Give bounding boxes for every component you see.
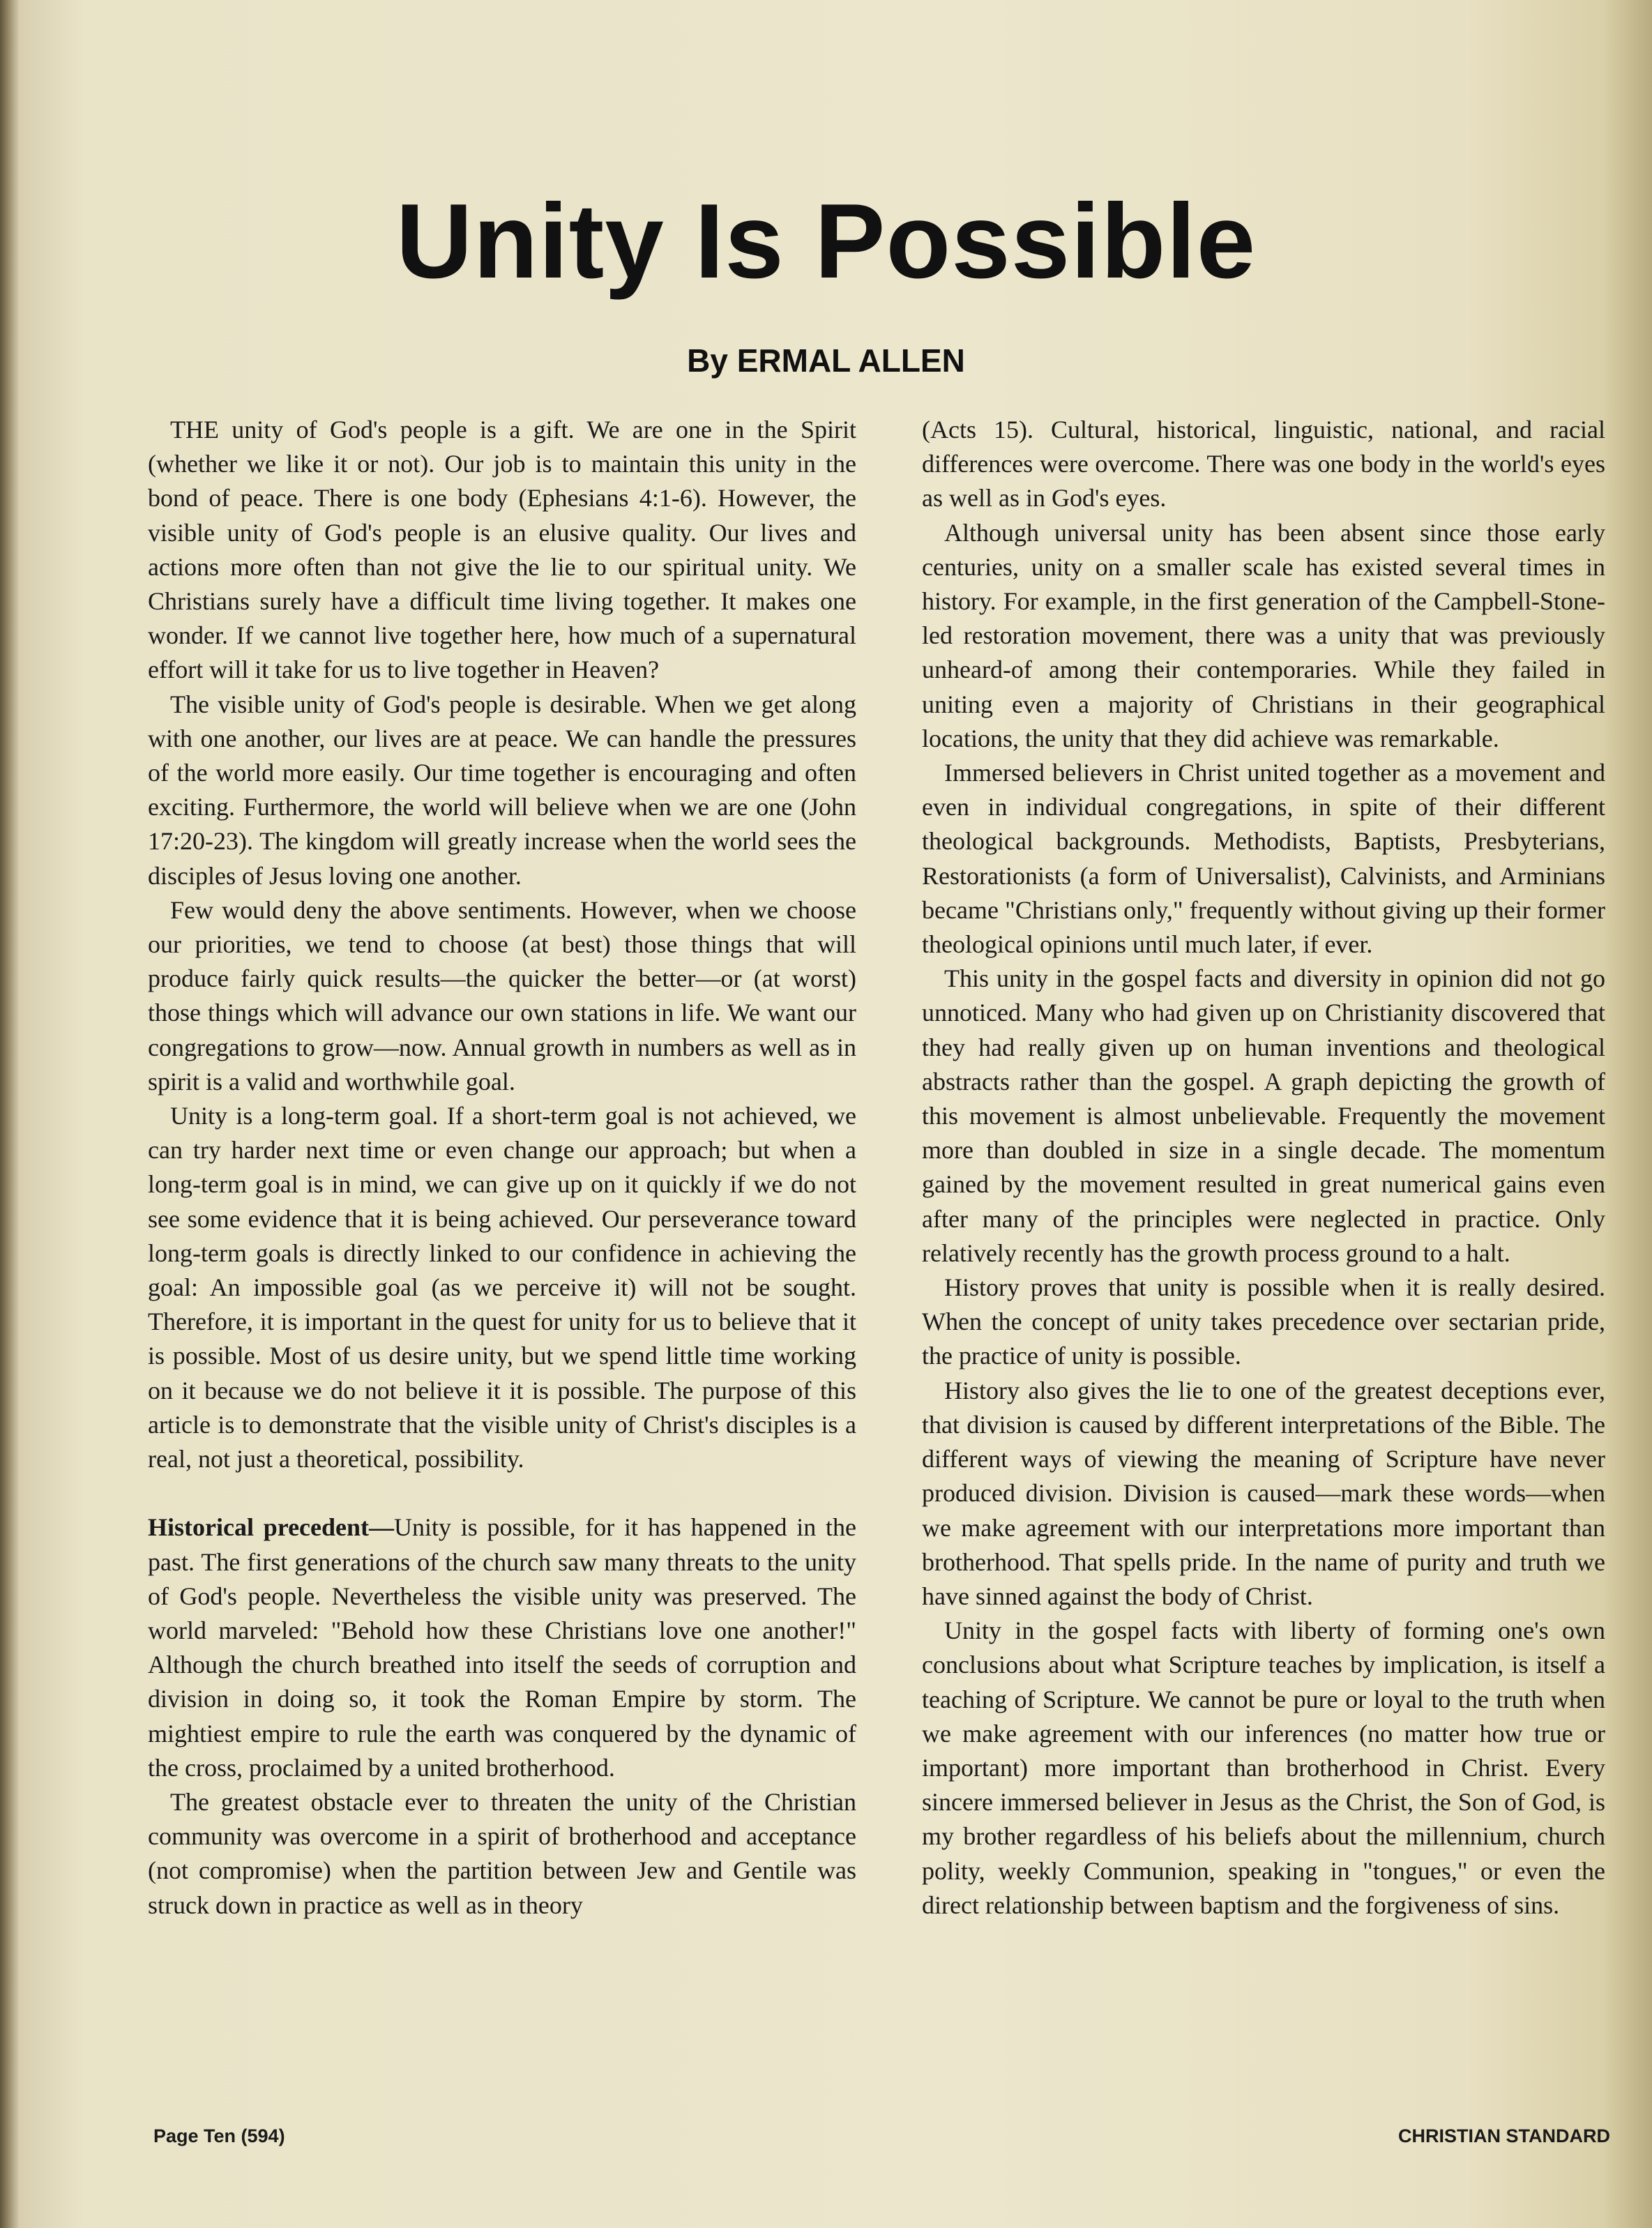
article-title: Unity Is Possible [395,182,1257,301]
paragraph-text: Unity is possible, for it has happened in the past. The first generations of the church saw many threats to the unity of God's people. Nevertheless the visible unity was preserved. The world marveled: "Behold how these Christians love one another!" Although the church breathed into itself the seeds of corruption and division in doing so, it took the Roman Empire by storm. The mightiest empire to rule the earth was conquered by the dynamic of the cross, proclaimed by a united brotherhood. [148,1513,857,1782]
paragraph: The visible unity of God's people is desirable. When we get along with one another, our lives are at peace. We can handle the pressures of the world more easily. Our time together is encouraging and often exciting. Furthermore, the world will believe when we are one (John 17:20-23). The kingdom will greatly increase when the world sees the disciples of Jesus loving one another. [148,690,856,890]
section-subhead: Historical precedent— [148,1513,395,1542]
paragraph: The greatest obstacle ever to threaten the unity of the Christian community was overcome in a spirit of brotherhood and acceptance (not compromise) when the partition between Jew and Gentile was struck down in practice as well as in theory [148,1787,856,1919]
right-column [922,413,1605,1923]
paragraph: Immersed believers in Christ united together as a movement and even in individual congregations, in spite of their different theological backgrounds. Methodists, Baptists, Presbyterians, Restorationists (a form of Universalist), Calvinists, and Arminians became "Christians only," frequently without giving up their former theological opinions until much later, if ever. [922,759,1605,959]
paragraph: History also gives the lie to one of the greatest deceptions ever, that division is caused by different interpretations of the Bible. The different ways of viewing the meaning of Scripture have never produced division. Division is caused—mark these words—when we make agreement with our interpretations more important than brotherhood. That spells pride. In the name of purity and truth we have sinned against the body of Christ. [922,1376,1605,1610]
page-number: Page Ten (594) [153,2125,285,2146]
paragraph: (Acts 15). Cultural, historical, linguistic, national, and racial differences were overcome. There was one body in the world's eyes as well as in God's eyes. [922,416,1605,513]
paragraph: This unity in the gospel facts and diversity in opinion did not go unnoticed. Many who had given up on Christianity discovered that they had really given up on human inventions and theological abstracts rather than the gospel. A graph depicting the growth of this movement is almost unbelievable. Frequently the movement more than doubled in size in a single decade. The momentum gained by the movement resulted in great numerical gains even after many of the principles were neglected in practice. Only relatively recently has the growth process ground to a halt. [922,964,1605,1267]
paragraph: Unity is a long-term goal. If a short-term goal is not achieved, we can try harder next time or even change our approach; but when a long-term goal is in mind, we can give up on it quickly if we do not see some evidence that it is being achieved. Our perseverance toward long-term goals is directly linked to our confidence in achieving the goal: An impossible goal (as we perceive it) will not be sought. Therefore, it is important in the quest for unity for us to believe that it is possible. Most of us desire unity, but we spend little time working on it because we do not believe it it is possible. The purpose of this article is to demonstrate that the visible unity of Christ's disciples is a real, not just a theoretical, possibility. [148,1102,856,1473]
paragraph: Although universal unity has been absent since those early centuries, unity on a smaller scale has existed several times in history. For example, in the first generation of the Campbell-Stone-led restoration movement, there was a unity that was previously unheard-of among their contemporaries. While they failed in uniting even a majority of Christians in their geographical locations, the unity that they did achieve was remarkable. [922,518,1605,752]
article-byline: By ERMAL ALLEN [687,342,965,379]
paragraph: Few would deny the above sentiments. However, when we choose our priorities, we tend to choose (at best) those things that will produce fairly quick results—the quicker the better—or (at worst) those things which will advance our own stations in life. We want our congregations to grow—now. Annual growth in numbers as well as in spirit is a valid and worthwhile goal. [148,895,856,1096]
paragraph [148,1510,856,1785]
paragraph: Unity in the gospel facts with liberty of forming one's own conclusions about what Scripture teaches by implication, is itself a teaching of Scripture. We cannot be pure or loyal to the truth when we make agreement with our inferences (no matter how true or important) more important than brotherhood in Christ. Every sincere immersed believer in Jesus as the Christ, the Son of God, is my brother regardless of his beliefs about the millennium, church polity, weekly Communion, speaking in "tongues," or even the direct relationship between baptism and the forgiveness of sins. [922,1616,1605,1919]
publication-name: CHRISTIAN STANDARD [1398,2125,1610,2146]
section-gap [148,1476,856,1510]
paragraph: THE unity of God's people is a gift. We are one in the Spirit (whether we like it or not). Our job is to maintain this unity in the bond of peace. There is one body (Ephesians 4:1-6). However, the visible unity of God's people is an elusive quality. Our lives and actions more often than not give the lie to our spiritual unity. We Christians surely have a difficult time living together. It makes one wonder. If we cannot live together here, how much of a supernatural effort will it take for us to live together in Heaven? [148,416,856,684]
paragraph: History proves that unity is possible when it is really desired. When the concept of unity takes precedence over sectarian pride, the practice of unity is possible. [922,1273,1605,1370]
left-column [148,413,856,1923]
